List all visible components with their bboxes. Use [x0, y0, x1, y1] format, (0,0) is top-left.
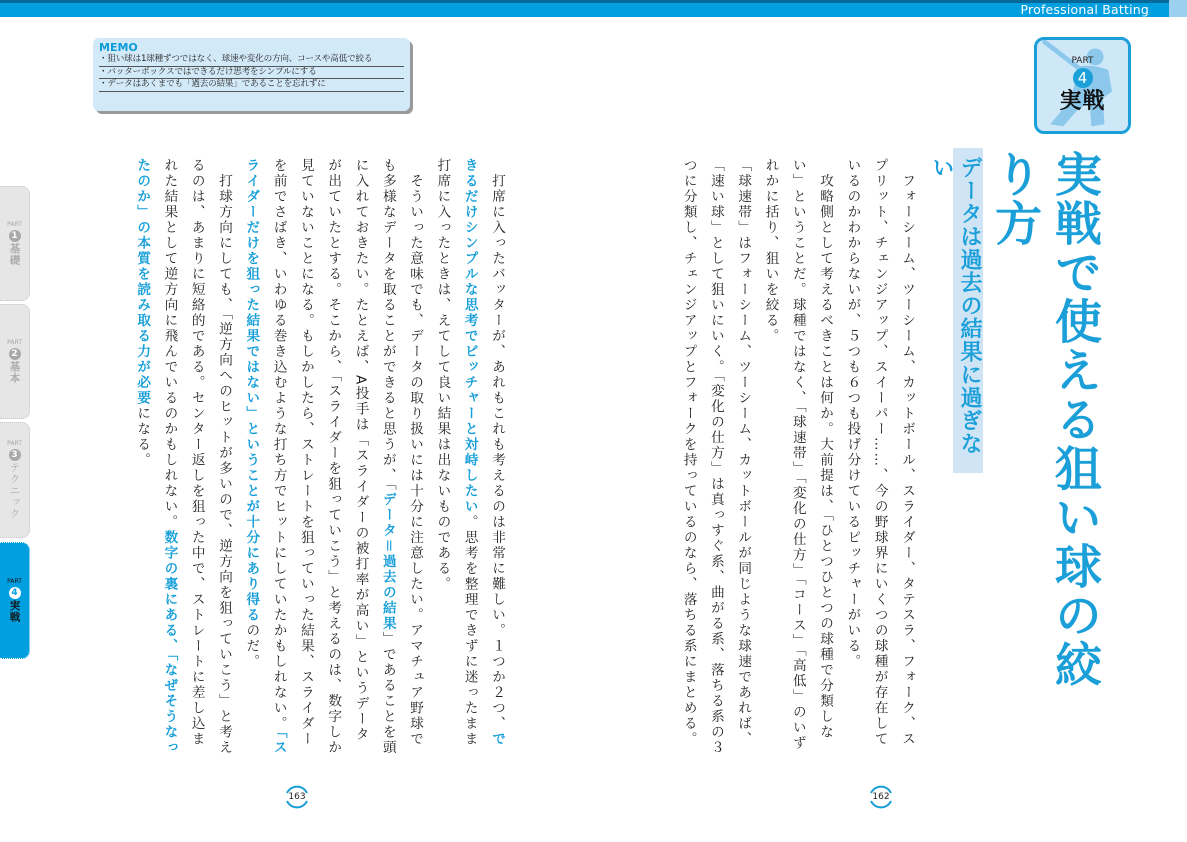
- page-number-left: 163: [283, 783, 311, 811]
- side-tab-part-1[interactable]: [0, 186, 30, 301]
- tab-label: 基礎: [8, 243, 21, 266]
- page-title: 実戦で使える狙い球の絞り方: [987, 150, 1102, 689]
- highlight-text: データ＝過去の結果: [379, 492, 396, 632]
- tab-number-circle: 2: [9, 348, 21, 360]
- memo-item: ・データはあくまでも「過去の結果」であることを忘れずに: [99, 79, 404, 92]
- paragraph: 「球速帯」はフォーシーム、ツーシーム、カットボールが同じような球速であれば、「速い球」として狙いにいく。「変化の仕方」は真っすぐ系、曲がる系、落ちる系の３つに分類し、チェンジアップとフォークを持っているのなら、落ちる系にまとめる。: [680, 158, 752, 756]
- paragraph: 攻略側として考えるべきことは何か。大前提は、「ひとつひとつの球種で分類しない」ということだ。球種ではなく、「球速帯」「変化の仕方」「コース」「高低」のいずれかに括り、狙いを絞る。: [762, 158, 834, 751]
- tab-label: テクニック: [8, 462, 21, 520]
- header-bar-top-stripe: [0, 0, 1187, 3]
- paragraph: フォーシーム、ツーシーム、カットボール、スライダー、タテスラ、フォーク、スプリット、チェンジアップ、スイーパー……、今の野球界にいくつの球種が存在しているのかわからないが、５つも６つも投げ分けているピッチャーがいる。: [844, 158, 915, 747]
- highlight-text: できるだけシンプルな思考でピッチャーと対峙したい: [461, 158, 505, 747]
- paragraph: 打席に入ったバッターが、あれもこれも考えるのは非常に難しい。１つか２つ、できるだけシンプルな思考でピッチャーと対峙したい。思考を整理できずに迷ったまま打席に入ったときは、えてして良い結果は出ないものである。: [434, 158, 505, 747]
- tab-number-circle: 1: [9, 230, 21, 242]
- series-title: Professional Batting: [1020, 2, 1149, 17]
- page-number-right: 162: [867, 783, 895, 811]
- highlight-text: 数字の裏にある、「なぜそうなったのか」の本質を読み取る力が必要: [134, 158, 178, 756]
- tab-part-label: PART: [7, 440, 22, 448]
- tab-label: 実戦: [8, 600, 21, 623]
- side-tab-part-3[interactable]: [0, 422, 30, 538]
- side-tab-part-4[interactable]: [0, 542, 30, 659]
- tab-part-label: PART: [7, 339, 22, 346]
- header-bar-end-block: [1169, 0, 1187, 17]
- tab-part-label: PART: [7, 221, 22, 228]
- tab-part-label: PART: [7, 578, 22, 585]
- memo-box: [93, 38, 410, 111]
- memo-item: ・狙い球は1球種ずつではなく、球速や変化の方向、コースや高低で絞る: [99, 54, 404, 67]
- part-badge: [1034, 37, 1131, 134]
- memo-title: MEMO: [99, 41, 138, 54]
- left-page-body: [110, 158, 510, 758]
- paragraph: 打球方向にしても、「逆方向へのヒットが多いので、逆方向を狙っていこう」と考えるのは、あまりに短絡的である。センター返しを狙った中で、ストレートに差し込まれた結果として逆方向に飛んでいるのかもしれない。数字の裏にある、「なぜそうなったのか」の本質を読み取る力が必要になる。: [134, 158, 233, 756]
- tab-number-circle: 3: [9, 449, 21, 461]
- highlight-text: 「スライダーだけを狙った結果ではない」ということが十分にあり得る: [243, 158, 287, 756]
- side-tab-part-2[interactable]: [0, 304, 30, 419]
- right-page-body: [670, 158, 920, 758]
- badge-label: 実戦: [1059, 89, 1106, 114]
- section-subheading: データは過去の結果に過ぎない: [945, 148, 983, 473]
- tab-label: 基本: [8, 361, 21, 384]
- memo-item: ・バッターボックスではできるだけ思考をシンプルにする: [99, 67, 404, 80]
- badge-number-circle: 4: [1073, 68, 1093, 88]
- tab-number-circle: 4: [9, 587, 21, 599]
- badge-part-label: PART: [1071, 56, 1094, 66]
- paragraph: そういった意味でも、データの取り扱いには十分に注意したい。アマチュア野球でも多様なデータを取ることができると思うが、「データ＝過去の結果」であることを頭に入れておきたい。たとえば、A投手は「スライダーの被打率が高い」というデータが出ていたとする。そこから、「スライダーを狙っていこう」と考えるのは、数字しか見ていないことになる。もしかしたら、ストレートを狙っていった結果、スライダーを前でさばき、いわゆる巻き込むような打ち方でヒットにしていたかもしれない。「スライダーだけを狙った結果ではない」ということが十分にあり得るのだ。: [243, 158, 424, 756]
